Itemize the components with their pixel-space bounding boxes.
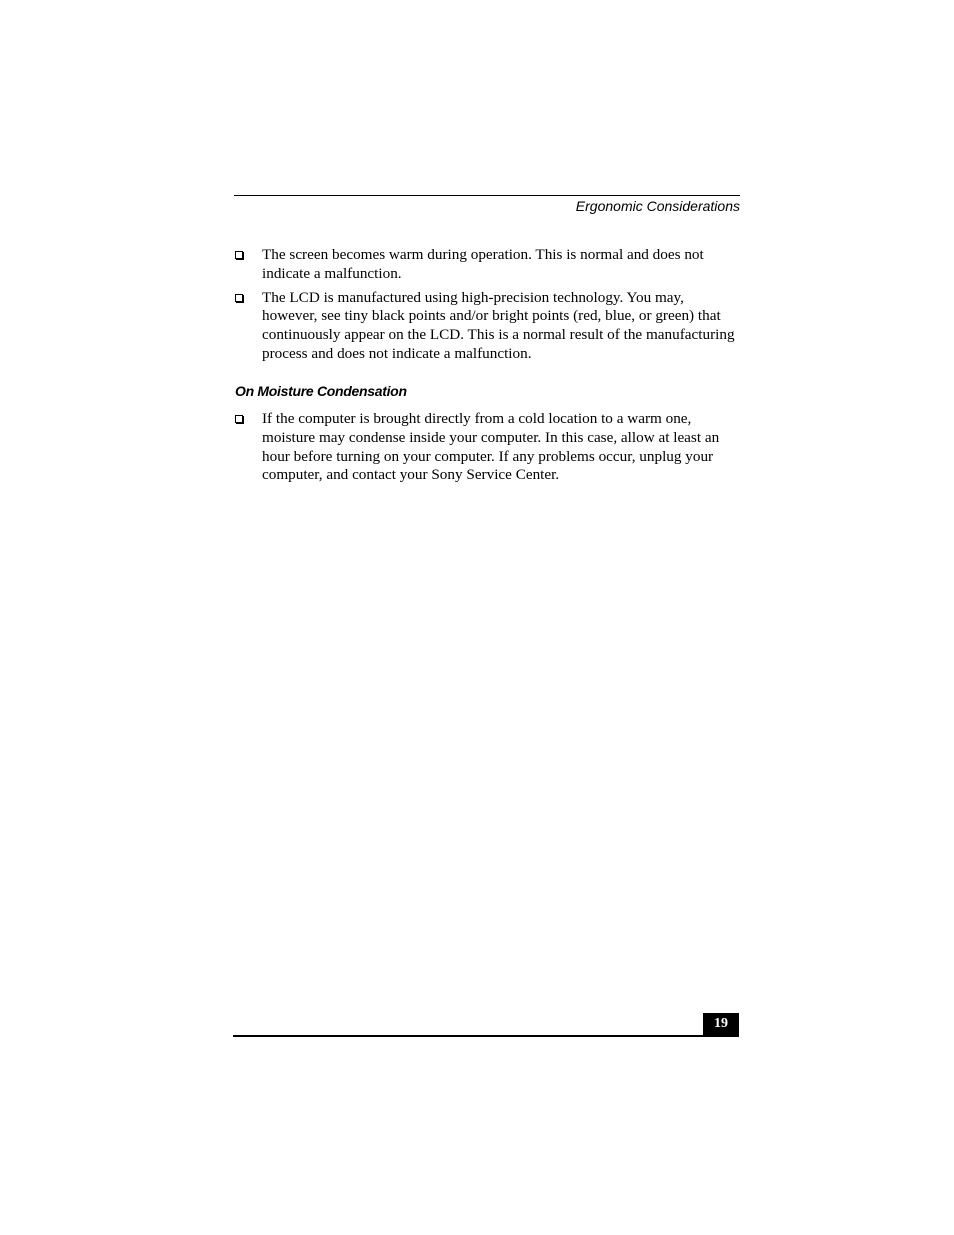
running-header: Ergonomic Considerations (575, 198, 740, 214)
bullet-list (234, 246, 740, 369)
section-heading: On Moisture Condensation (235, 383, 407, 399)
footer-rule (233, 1035, 739, 1037)
bullet-list (234, 410, 740, 490)
checkbox-bullet-icon (235, 294, 243, 302)
list-item-text: If the computer is brought directly from a cold location to a warm one, moisture may condense inside your computer. In this case, allow at least an hour before turning on your computer. If any problems occur, unplug your computer, and contact your Sony Service Center. (262, 410, 720, 484)
header-rule (234, 195, 740, 196)
list-item (234, 289, 740, 364)
list-item-text: The screen becomes warm during operation. This is normal and does not indicate a malfunction. (262, 246, 704, 282)
checkbox-bullet-icon (235, 415, 243, 423)
list-item-text: The LCD is manufactured using high-precision technology. You may, however, see tiny black points and/or bright points (red, blue, or green) that continuously appear on the LCD. This is a normal result of the manufacturing process and does not indicate a malfunction. (262, 288, 735, 362)
list-item (234, 246, 740, 284)
list-item (234, 410, 740, 485)
page-number: 19 (703, 1013, 739, 1037)
checkbox-bullet-icon (235, 251, 243, 259)
